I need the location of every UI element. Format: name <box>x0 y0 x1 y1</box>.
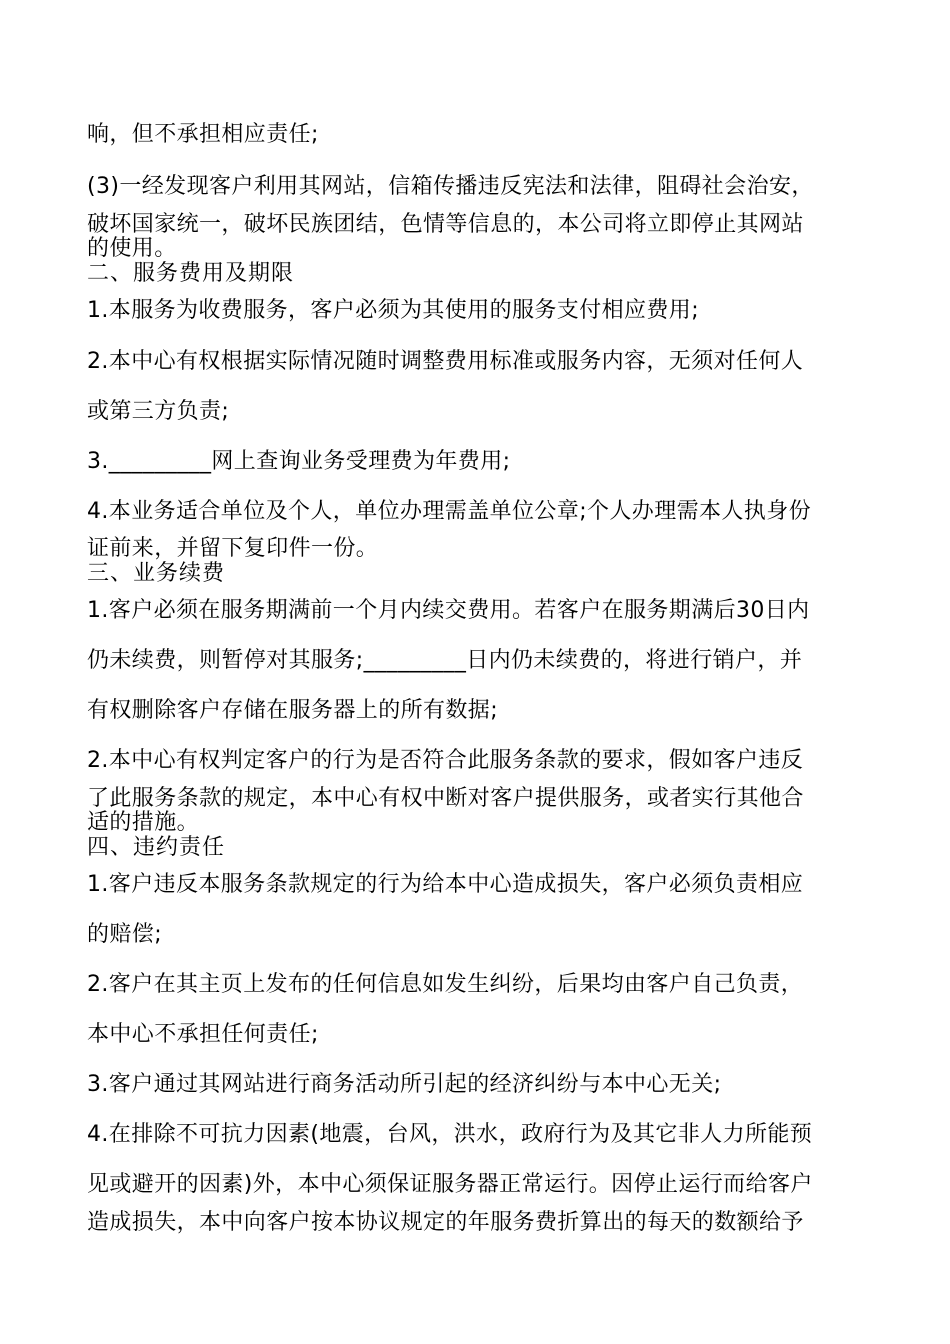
text-line: 适的措施。 <box>87 810 200 835</box>
text-line: 了此服务条款的规定，本中心有权中断对客户提供服务，或者实行其他合 <box>87 786 804 811</box>
text-line: 本中心不承担任何责任; <box>87 1022 319 1047</box>
text-line: 1.本服务为收费服务，客户必须为其使用的服务支付相应费用; <box>87 298 700 323</box>
text-line: 1.客户违反本服务条款规定的行为给本中心造成损失，客户必须负责相应 <box>87 872 804 897</box>
text-line: 2.本中心有权根据实际情况随时调整费用标准或服务内容，无须对任何人 <box>87 349 804 374</box>
text-line: 有权删除客户存储在服务器上的所有数据; <box>87 698 499 723</box>
text-line: 造成损失，本中向客户按本协议规定的年服务费折算出的每天的数额给予 <box>87 1210 804 1235</box>
text-line: 3.客户通过其网站进行商务活动所引起的经济纠纷与本中心无关; <box>87 1072 722 1097</box>
text-line: 响，但不承担相应责任; <box>87 122 319 147</box>
text-line: 的赔偿; <box>87 922 163 947</box>
text-line: 破坏国家统一，破坏民族团结，色情等信息的，本公司将立即停止其网站 <box>87 212 804 237</box>
text-line: 4.在排除不可抗力因素(地震，台风，洪水，政府行为及其它非人力所能预 <box>87 1122 813 1147</box>
text-line: 的使用。 <box>87 236 177 261</box>
section-heading: 三、业务续费 <box>87 561 226 586</box>
text-line: 4.本业务适合单位及个人，单位办理需盖单位公章;个人办理需本人执身份 <box>87 499 812 524</box>
section-heading: 二、服务费用及期限 <box>87 261 295 286</box>
text-line: 见或避开的因素)外，本中心须保证服务器正常运行。因停止运行而给客户 <box>87 1172 813 1197</box>
text-line: 1.客户必须在服务期满前一个月内续交费用。若客户在服务期满后30日内 <box>87 598 810 623</box>
text-line: 2.客户在其主页上发布的任何信息如发生纠纷，后果均由客户自己负责， <box>87 972 804 997</box>
section-heading: 四、违约责任 <box>87 835 226 860</box>
text-line: 或第三方负责; <box>87 399 230 424</box>
text-line: (3)一经发现客户利用其网站，信箱传播违反宪法和法律，阻碍社会治安， <box>87 174 814 199</box>
text-line: 3._________网上查询业务受理费为年费用; <box>87 449 511 474</box>
text-line: 仍未续费，则暂停对其服务;_________日内仍未续费的，将进行销户，并 <box>87 648 803 673</box>
text-line: 2.本中心有权判定客户的行为是否符合此服务条款的要求，假如客户违反 <box>87 748 804 773</box>
text-line: 证前来，并留下复印件一份。 <box>87 536 379 561</box>
